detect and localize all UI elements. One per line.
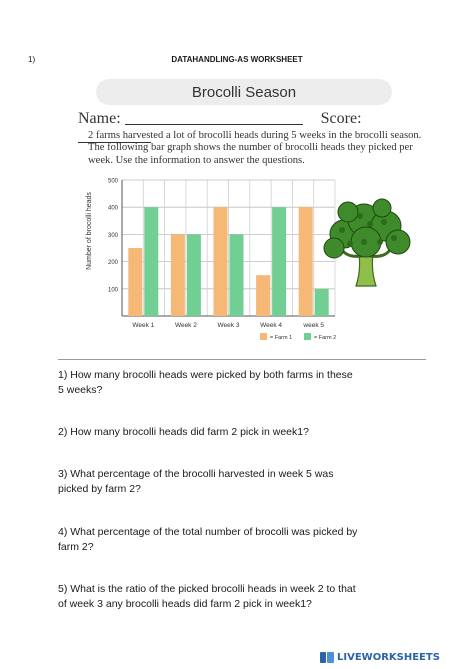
bar-1-5 (299, 207, 313, 316)
worksheet-header: DATAHANDLING-AS WORKSHEET (171, 55, 303, 64)
y-tick-label: 500 (107, 178, 118, 185)
question-3: 3) What percentage of the brocolli harvested in week 5 was picked by farm 2? (58, 468, 334, 495)
x-tick-label: Week 4 (260, 322, 283, 329)
y-axis-label: Number of brocolli heads (86, 192, 93, 270)
question-5: 5) What is the ratio of the picked brocolli heads in week 2 to that of week 3 any brocolli heads did farm 2 pick in week1? (58, 583, 356, 610)
name-label: Name: (78, 110, 121, 127)
bar-2-5 (315, 289, 329, 316)
y-tick-labels (108, 179, 119, 294)
legend-swatch-2 (304, 333, 311, 340)
y-tick-label: 100 (107, 287, 118, 294)
title-banner (96, 79, 392, 105)
x-tick-label: Week 2 (174, 322, 197, 329)
question-1: 1) How many brocolli heads were picked by both farms in these 5 weeks? (58, 369, 353, 396)
divider (58, 359, 426, 360)
bar-2-3 (230, 234, 244, 316)
x-tick-label: Week 1 (132, 322, 155, 329)
bar-1-4 (256, 275, 270, 316)
footer-brand[interactable] (320, 652, 440, 663)
legend-label-1: = Farm 1 (270, 335, 293, 341)
bar-1-1 (128, 248, 142, 316)
y-tick-label: 200 (107, 260, 118, 267)
bar-chart (82, 173, 348, 353)
score-label: Score: (320, 110, 362, 127)
question-4: 4) What percentage of the total number of brocolli was picked by farm 2? (58, 526, 358, 553)
title-text: Brocolli Season (191, 83, 297, 101)
footer-brand-text: LIVEWORKSHEETS (337, 652, 440, 663)
name-line[interactable] (125, 110, 303, 125)
x-tick-label: Week 3 (217, 322, 240, 329)
x-tick-labels (132, 322, 324, 329)
broccoli-icon (318, 198, 414, 290)
chart-legend (260, 333, 336, 341)
liveworksheets-logo-icon (320, 652, 334, 663)
x-tick-label: week 5 (303, 322, 325, 329)
bar-2-1 (144, 207, 158, 316)
bar-2-4 (272, 207, 286, 316)
bar-1-3 (214, 207, 228, 316)
legend-label-2: = Farm 2 (314, 335, 337, 341)
header-number: 1) (28, 55, 36, 64)
y-tick-label: 400 (107, 205, 118, 212)
bar-2-2 (187, 234, 201, 316)
intro-paragraph: 2 farms harvested a lot of brocolli heads during 5 weeks in the brocolli season. The following bar graph shows the number of brocolli heads they picked per week. Use the information to answer the questions. (88, 130, 422, 166)
y-tick-label: 300 (107, 232, 118, 239)
question-2: 2) How many brocolli heads did farm 2 pick in week1? (58, 426, 309, 438)
legend-swatch-1 (260, 333, 267, 340)
bar-1-2 (171, 234, 185, 316)
